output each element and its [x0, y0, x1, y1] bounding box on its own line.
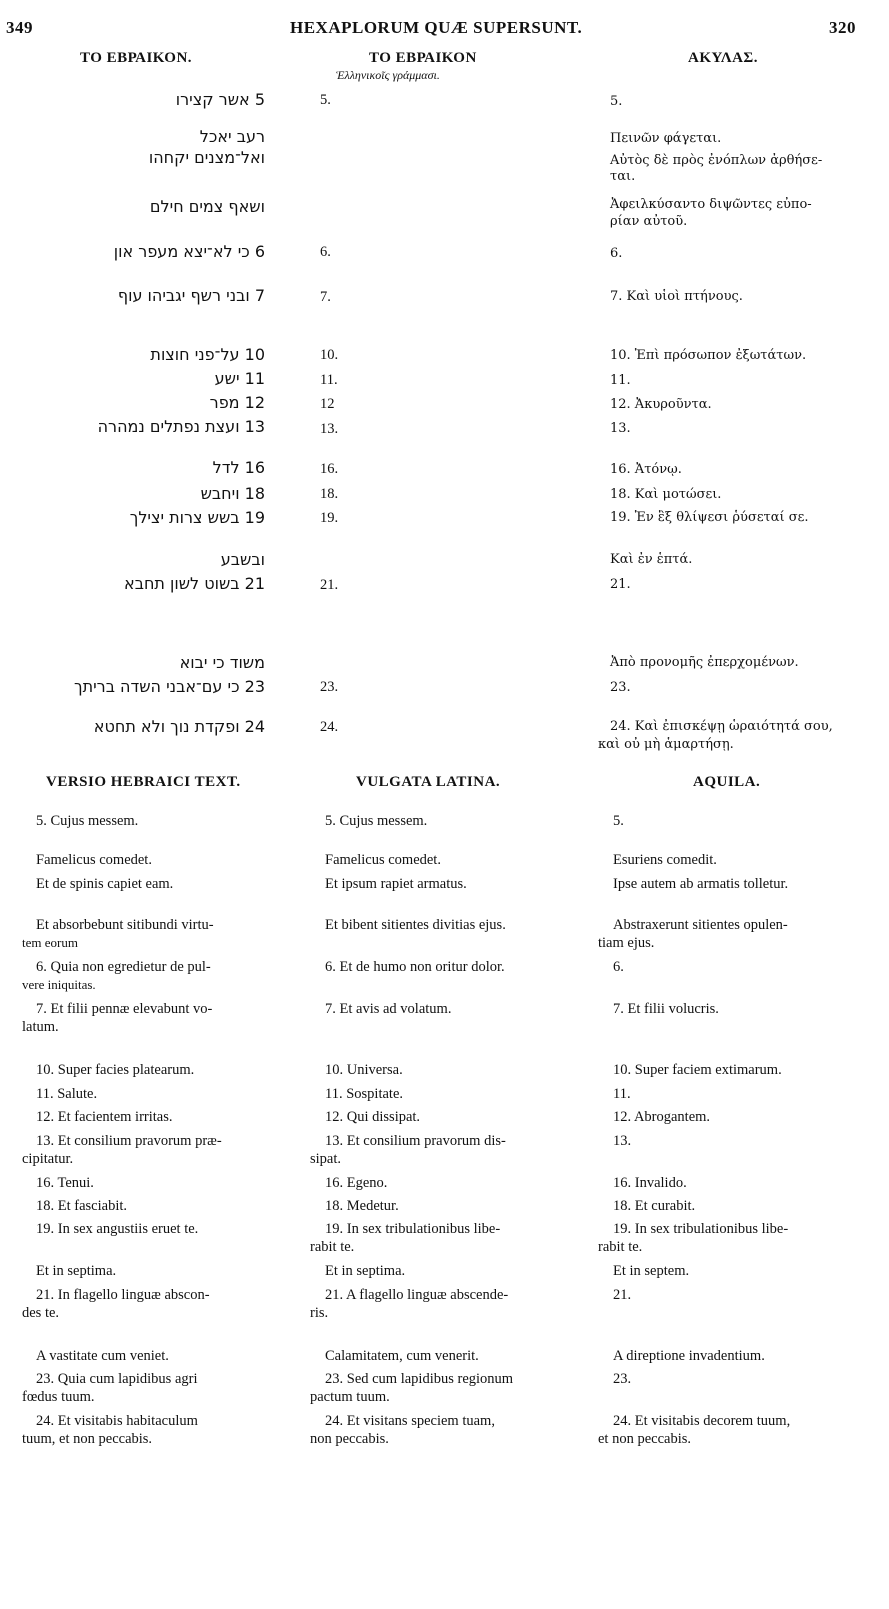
- greek-line: καὶ οὐ μὴ ἁμαρτήσῃ.: [598, 737, 734, 752]
- versio-line: 6. Quia non egredietur de pul-: [36, 959, 211, 975]
- greek-line: 10. Ἐπὶ πρόσωπον ἐξωτάτων.: [610, 348, 807, 363]
- versio-line: Famelicus comedet.: [36, 852, 152, 868]
- aquila-latin-line: tiam ejus.: [598, 935, 655, 951]
- aquila-latin-line: 19. In sex tribulationibus libe-: [613, 1221, 789, 1237]
- aquila-latin-line: 12. Abrogantem.: [613, 1109, 711, 1125]
- versio-line: fœdus tuum.: [22, 1389, 95, 1405]
- greek-line: 21.: [610, 577, 631, 592]
- hebrew-line: 13 ועצת נפתלים נמהרה: [97, 417, 265, 436]
- hebrew-line: 10 על־פני חוצות: [150, 345, 265, 364]
- aquila-latin-line: Ipse autem ab armatis tolletur.: [613, 876, 789, 892]
- vulgata-line: 7. Et avis ad volatum.: [325, 1001, 452, 1017]
- greek-line: 24. Καὶ ἐπισκέψῃ ὡραιότητά σου,: [610, 719, 833, 734]
- versio-line: 11. Salute.: [36, 1086, 98, 1102]
- versio-line: 16. Tenui.: [36, 1175, 94, 1191]
- greek-line: Καὶ ἐν ἑπτά.: [610, 552, 693, 567]
- page-number-left: 349: [6, 18, 33, 37]
- versio-line: 5. Cujus messem.: [36, 813, 139, 829]
- verse-number: 16.: [320, 461, 339, 477]
- versio-line: 12. Et facientem irritas.: [36, 1109, 173, 1125]
- greek-line: Ἀφειλκύσαντο διψῶντες εὐπο-: [610, 197, 812, 212]
- vulgata-line: Famelicus comedet.: [325, 852, 441, 868]
- versio-line: des te.: [22, 1305, 60, 1321]
- versio-line: A vastitate cum veniet.: [36, 1348, 169, 1364]
- aquila-latin-line: Et in septem.: [613, 1263, 690, 1279]
- column-title-vulgata: VULGATA LATINA.: [356, 774, 501, 790]
- verse-number: 13.: [320, 421, 339, 437]
- vulgata-line: Calamitatem, cum venerit.: [325, 1348, 479, 1364]
- aquila-latin-line: 5.: [613, 813, 624, 829]
- versio-line: latum.: [22, 1019, 59, 1035]
- aquila-latin-line: 10. Super faciem extimarum.: [613, 1062, 782, 1078]
- greek-line: Ἀπὸ προνομῆς ἐπερχομένων.: [610, 655, 799, 670]
- greek-line: 23.: [610, 680, 631, 695]
- hebrew-line: 6 כי לא־יצא מעפר און: [113, 242, 265, 261]
- versio-line: Et de spinis capiet eam.: [36, 876, 174, 892]
- aquila-latin-line: 7. Et filii volucris.: [613, 1001, 719, 1017]
- aquila-latin-line: 13.: [613, 1133, 632, 1149]
- page-number-right: 320: [829, 18, 856, 37]
- aquila-latin-line: Abstraxerunt sitientes opulen-: [613, 917, 788, 933]
- vulgata-line: non peccabis.: [310, 1431, 389, 1447]
- greek-line: ται.: [610, 169, 636, 184]
- column-title-hebrew: ΤΟ ΕΒΡΑΙΚΟΝ.: [80, 50, 193, 66]
- column-title-versio: VERSIO HEBRAICI TEXT.: [46, 774, 241, 790]
- aquila-latin-line: 6.: [613, 959, 624, 975]
- vulgata-line: 18. Medetur.: [325, 1198, 399, 1214]
- hebrew-line: 19 בשש צרות יצילך: [129, 508, 265, 527]
- vulgata-line: Et ipsum rapiet armatus.: [325, 876, 467, 892]
- greek-line: 18. Καὶ μοτώσει.: [610, 487, 722, 502]
- hebrew-line: 11 ישע: [214, 369, 265, 388]
- verse-number: 7.: [320, 289, 331, 305]
- greek-line: 7. Καὶ υἱοὶ πτήνους.: [610, 289, 743, 304]
- vulgata-line: 11. Sospitate.: [325, 1086, 404, 1102]
- vulgata-line: 10. Universa.: [325, 1062, 403, 1078]
- versio-line: Et in septima.: [36, 1263, 117, 1279]
- versio-line: 24. Et visitabis habitaculum: [36, 1413, 198, 1429]
- hebrew-line: 12 מפר: [209, 393, 265, 412]
- aquila-latin-line: 16. Invalido.: [613, 1175, 687, 1191]
- verse-number: 12: [320, 396, 335, 412]
- versio-line: tuum, et non peccabis.: [22, 1431, 153, 1447]
- versio-line: Et absorbebunt sitibundi virtu-: [36, 917, 214, 933]
- versio-line: vere iniquitas.: [22, 977, 96, 992]
- hebrew-line: 7 ובני רשף יגביהו עוף: [117, 286, 265, 305]
- vulgata-line: 13. Et consilium pravorum dis-: [325, 1133, 506, 1149]
- vulgata-line: 23. Sed cum lapidibus regionum: [325, 1371, 514, 1387]
- verse-number: 5.: [320, 92, 331, 108]
- hebrew-line: ובשבע: [220, 550, 265, 569]
- versio-line: 19. In sex angustiis eruet te.: [36, 1221, 199, 1237]
- running-title: HEXAPLORUM QUÆ SUPERSUNT.: [290, 18, 583, 37]
- versio-line: tem eorum: [22, 935, 78, 950]
- aquila-latin-line: Esuriens comedit.: [613, 852, 717, 868]
- greek-line: ρίαν αὐτοῦ.: [610, 214, 688, 229]
- hebrew-line: 16 לדל: [212, 458, 265, 477]
- greek-line: 6.: [610, 246, 623, 261]
- verse-number: 19.: [320, 510, 339, 526]
- vulgata-line: 5. Cujus messem.: [325, 813, 428, 829]
- aquila-latin-line: 11.: [613, 1086, 631, 1102]
- versio-line: 10. Super facies platearum.: [36, 1062, 195, 1078]
- hebrew-line: 21 בשוט לשון תחבא: [124, 574, 265, 593]
- versio-line: 23. Quia cum lapidibus agri: [36, 1371, 198, 1387]
- hebrew-line: 5 אשר קצירו: [175, 90, 265, 109]
- vulgata-line: Et in septima.: [325, 1263, 406, 1279]
- greek-line: 11.: [610, 373, 631, 388]
- greek-line: 13.: [610, 421, 631, 436]
- greek-line: Αὐτὸς δὲ πρὸς ἐνόπλων ἀρθήσε-: [610, 153, 823, 168]
- versio-line: cipitatur.: [22, 1151, 74, 1167]
- vulgata-line: 16. Egeno.: [325, 1175, 388, 1191]
- aquila-latin-line: 18. Et curabit.: [613, 1198, 696, 1214]
- vulgata-line: sipat.: [310, 1151, 342, 1167]
- vulgata-line: 24. Et visitans speciem tuam,: [325, 1413, 495, 1429]
- vulgata-line: pactum tuum.: [310, 1389, 390, 1405]
- column-title-hebrew-greek-letters: ΤΟ ΕΒΡΑΙΚΟΝ: [369, 50, 477, 66]
- verse-number: 11.: [320, 372, 338, 388]
- greek-line: 16. Ἀτόνῳ.: [610, 462, 682, 477]
- column-subtitle-greek-letters: Ἑλληνικοῖς γράμμασι.: [336, 68, 440, 82]
- versio-line: 21. In flagello linguæ abscon-: [36, 1287, 210, 1303]
- verse-number: 10.: [320, 347, 339, 363]
- verse-number: 18.: [320, 486, 339, 502]
- vulgata-line: 21. A flagello linguæ abscende-: [325, 1287, 509, 1303]
- aquila-latin-line: 24. Et visitabis decorem tuum,: [613, 1413, 791, 1429]
- column-title-aquila-latin: AQUILA.: [693, 774, 761, 790]
- greek-line: 12. Ἀκυροῦντα.: [610, 397, 712, 412]
- aquila-latin-line: rabit te.: [598, 1239, 643, 1255]
- hebrew-line: 24 ופקדת נוך ולא תחטא: [93, 717, 265, 736]
- verse-number: 24.: [320, 719, 339, 735]
- vulgata-line: 12. Qui dissipat.: [325, 1109, 421, 1125]
- versio-line: 7. Et filii pennæ elevabunt vo-: [36, 1001, 213, 1017]
- vulgata-line: Et bibent sitientes divitias ejus.: [325, 917, 506, 933]
- vulgata-line: rabit te.: [310, 1239, 355, 1255]
- versio-line: 13. Et consilium pravorum præ-: [36, 1133, 222, 1149]
- aquila-latin-line: 23.: [613, 1371, 632, 1387]
- hebrew-line: 23 כי עם־אבני השדה בריתך: [73, 677, 265, 696]
- aquila-latin-line: 21.: [613, 1287, 632, 1303]
- hebrew-line: ואל־מצנים יקחהו: [148, 148, 265, 167]
- hebrew-line: רעב יאכל: [199, 127, 265, 146]
- vulgata-line: ris.: [310, 1305, 329, 1321]
- vulgata-line: 19. In sex tribulationibus libe-: [325, 1221, 501, 1237]
- greek-line: 5.: [610, 94, 623, 109]
- verse-number: 6.: [320, 244, 331, 260]
- verse-number: 23.: [320, 679, 339, 695]
- vulgata-line: 6. Et de humo non oritur dolor.: [325, 959, 505, 975]
- hebrew-line: 18 ויחבש: [200, 484, 265, 503]
- aquila-latin-line: A direptione invadentium.: [613, 1348, 765, 1364]
- hebrew-line: משוד כי יבוא: [179, 653, 265, 672]
- versio-line: 18. Et fasciabit.: [36, 1198, 128, 1214]
- greek-line: 19. Ἐν ἓξ θλίψεσι ῥύσεταί σε.: [610, 510, 809, 525]
- column-title-aquila-greek: ΑΚΥΛΑΣ.: [688, 50, 758, 66]
- verse-number: 21.: [320, 577, 339, 593]
- greek-line: Πεινῶν φάγεται.: [610, 131, 722, 146]
- aquila-latin-line: et non peccabis.: [598, 1431, 692, 1447]
- hebrew-line: ושאף צמים חילם: [149, 197, 265, 216]
